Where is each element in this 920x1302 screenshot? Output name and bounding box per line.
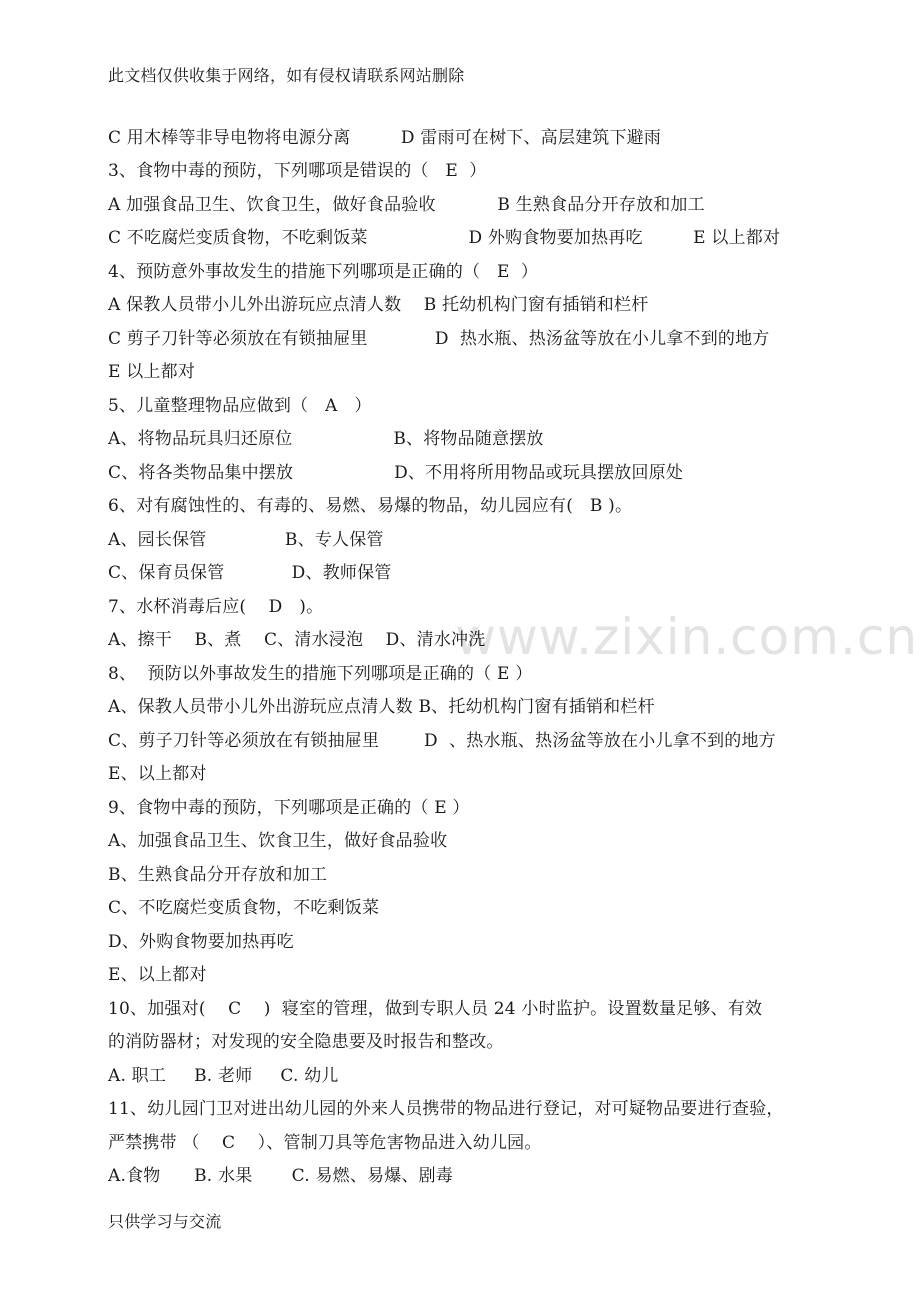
question-3: 3、食物中毒的预防，下列哪项是错误的（ E ） <box>108 161 487 181</box>
page-footer: 只供学习与交流 <box>108 1212 222 1231</box>
page-header: 此文档仅供收集于网络，如有侵权请联系网站删除 <box>108 66 465 85</box>
text-line: A、园长保管 B、专人保管 <box>108 530 384 550</box>
text-line: A 保教人员带小儿外出游玩应点清人数 B 托幼机构门窗有插销和栏杆 <box>108 295 649 315</box>
question-4: 4、预防意外事故发生的措施下列哪项是正确的（ E ） <box>108 262 539 282</box>
text-line: E 以上都对 <box>108 362 196 382</box>
text-line: C 剪子刀针等必须放在有锁抽屉里 D 热水瓶、热汤盆等放在小儿拿不到的地方 <box>108 329 770 349</box>
text-line: C、将各类物品集中摆放 D、不用将所用物品或玩具摆放回原处 <box>108 463 684 483</box>
question-9: 9、食物中毒的预防，下列哪项是正确的（ E ） <box>108 798 470 818</box>
text-line: B、生熟食品分开存放和加工 <box>108 865 328 885</box>
text-line: E、以上都对 <box>108 965 207 985</box>
text-line: D、外购食物要加热再吃 <box>108 932 294 952</box>
text-line: E、以上都对 <box>108 764 207 784</box>
text-line: A、加强食品卫生、饮食卫生，做好食品验收 <box>108 831 448 851</box>
watermark: www.zixin.com.cn <box>455 608 919 666</box>
text-line: 严禁携带 （ C ）、管制刀具等危害物品进入幼儿园。 <box>108 1133 542 1153</box>
text-line: A.食物 B. 水果 C. 易燃、易爆、剧毒 <box>108 1166 454 1186</box>
text-line: C 用木棒等非导电物将电源分离 D 雷雨可在树下、高层建筑下避雨 <box>108 128 662 148</box>
text-line: A. 职工 B. 老师 C. 幼儿 <box>108 1066 339 1086</box>
question-11: 11、幼儿园门卫对进出幼儿园的外来人员携带的物品进行登记，对可疑物品要进行查验， <box>108 1099 784 1119</box>
text-line: C 不吃腐烂变质食物，不吃剩饭菜 D 外购食物要加热再吃 E 以上都对 <box>108 228 781 248</box>
text-line: C、保育员保管 D、教师保管 <box>108 563 392 583</box>
question-7: 7、水杯消毒后应( D )。 <box>108 597 324 617</box>
text-line: A、保教人员带小儿外出游玩应点清人数 B、托幼机构门窗有插销和栏杆 <box>108 697 655 717</box>
question-5: 5、儿童整理物品应做到（ A ） <box>108 396 372 416</box>
question-6: 6、对有腐蚀性的、有毒的、易燃、易爆的物品，幼儿园应有( B )。 <box>108 496 633 516</box>
text-line: C、剪子刀针等必须放在有锁抽屉里 D 、热水瓶、热汤盆等放在小儿拿不到的地方 <box>108 731 776 751</box>
question-8: 8、 预防以外事故发生的措施下列哪项是正确的（ E ） <box>108 664 533 684</box>
text-line: A 加强食品卫生、饮食卫生，做好食品验收 B 生熟食品分开存放和加工 <box>108 195 705 215</box>
text-line: A、将物品玩具归还原位 B、将物品随意摆放 <box>108 429 544 449</box>
question-10: 10、加强对( C ) 寝室的管理，做到专职人员 24 小时监护。设置数量足够、有效 <box>108 999 763 1019</box>
text-line: C、不吃腐烂变质食物，不吃剩饭菜 <box>108 898 380 918</box>
text-line: A、擦干 B、煮 C、清水浸泡 D、清水冲洗 <box>108 630 486 650</box>
text-line: 的消防器材；对发现的安全隐患要及时报告和整改。 <box>108 1032 504 1052</box>
